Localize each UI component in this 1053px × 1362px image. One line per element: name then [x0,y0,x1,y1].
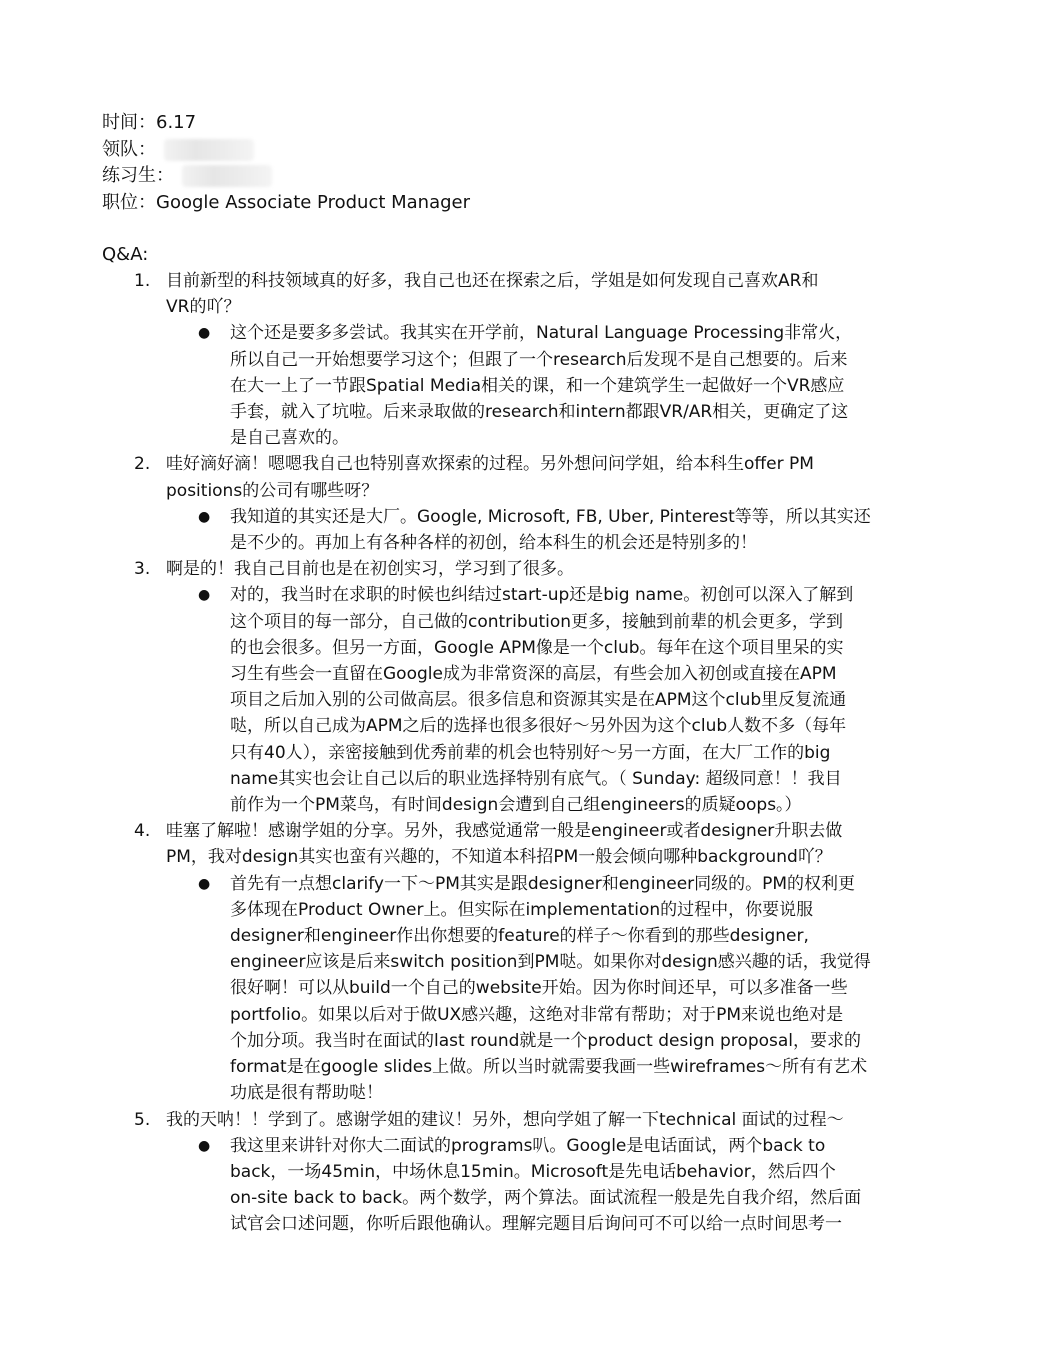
intern-row [102,163,470,190]
answer-line: portfolio。如果以后对于做UX感兴趣，这绝对非常有帮助；对于PM来说也绝对是 [230,1004,844,1025]
answer-line: on-site back to back。两个数学，两个算法。面试流程一般是先自我介绍，然后面 [230,1188,862,1209]
answer-line: 这个还是要多多尝试。我其实在开学前，Natural Language Processing非常火， [230,323,853,344]
question-number: 2. [134,454,151,475]
qa-list [130,268,930,1238]
answer-line: 习生有些会一直留在Google成为非常资深的高层，有些会加入初创或直接在APM [230,664,837,685]
intern-label: 练习生： [102,165,174,186]
qa-item [130,1107,930,1238]
question-number: 3. [134,559,151,580]
qa-item [130,451,930,556]
bullet-icon: ● [198,587,211,604]
redacted-leader-name [164,139,254,161]
answer-line: 多体现在Product Owner上。但实际在implementation的过程中，你要说服 [230,899,814,920]
leader-label: 领队： [102,138,156,160]
answer-line: 我这里来讲针对你大二面试的programs叭。Google是电话面试，两个back to [230,1135,826,1156]
question-line: 目前新型的科技领域真的好多，我自己也还在探索之后，学姐是如何发现自己喜欢AR和 [166,271,819,291]
answer-line: name其实也会让自己以后的职业选择特别有底气。（ Sunday: 超级同意！！我目 [230,768,842,789]
question-line: 我的天呐！！学到了。感谢学姐的建议！另外，想向学姐了解一下technical 面试的过程～ [166,1109,844,1130]
answer-line: 哒，所以自己成为APM之后的选择也很多很好～另外因为这个club人数不多（每年 [230,716,847,737]
position-label: 职位：Google Associate Product Manager [102,191,471,213]
redacted-intern-name [182,165,272,187]
answer-text [198,582,930,818]
answer-line: 个加分项。我当时在面试的last round就是一个product design proposal，要求的 [230,1030,862,1051]
answer-line: 手套，就入了坑啦。后来录取做的research和intern都跟VR/AR相关，更确定了这 [230,402,849,423]
answer-line: format是在google slides上做。所以当时就需要我画一些wireframes～所有有艺术 [230,1057,868,1078]
position-row [102,190,470,217]
answer-line: 只有40人），亲密接触到优秀前辈的机会也特别好～另一方面，在大厂工作的big [230,742,831,763]
question-text [166,268,934,320]
qa-item [130,818,930,1106]
question-text [166,1107,934,1133]
question-line: 哇好滴好滴！嗯嗯我自己也特别喜欢探索的过程。另外想问问学姐，给本科生offer PM [166,454,814,475]
question-number: 1. [134,271,151,291]
qa-item [130,268,930,451]
answer-line: 这个项目的每一部分，自己做的contribution更多，接触到前辈的机会更多，学到 [230,611,844,632]
leader-row [102,137,470,164]
question-text [166,818,934,870]
answer-line: 所以自己一开始想要学习这个；但跟了一个research后发现不是自己想要的。后来 [230,349,848,370]
bullet-icon: ● [198,1137,211,1154]
time-label: 时间：6.17 [102,112,197,133]
question-line: 啊是的！我自己目前也是在初创实习，学习到了很多。 [166,559,574,580]
answer-line: 是不少的。再加上有各种各样的初创，给本科生的机会还是特别多的！ [230,533,757,554]
answer-text [198,871,930,1107]
question-text [166,451,934,503]
answer-line: 在大一上了一节跟Spatial Media相关的课，和一个建筑学生一起做好一个VR感应 [230,375,845,396]
qa-heading: Q&A: [102,244,149,265]
time-row [102,110,470,137]
bullet-icon: ● [198,875,211,892]
question-text [166,556,934,582]
answer-line: engineer应该是后来switch position到PM哒。如果你对design感兴趣的话，我觉得 [230,952,871,973]
question-number: 5. [134,1109,151,1130]
answer-line: 项目之后加入别的公司做高层。很多信息和资源其实是在APM这个club里反复流通 [230,690,847,711]
question-number: 4. [134,821,151,842]
answer-line: 是自己喜欢的。 [230,428,349,449]
answer-line: 很好啊！可以从build一个自己的website开始。因为你时间还早，可以多准备一些 [230,978,848,999]
answer-text [198,1133,930,1238]
answer-line: 功底是很有帮助哒！ [230,1083,383,1104]
answer-line: 首先有一点想clarify一下～PM其实是跟designer和engineer同级的。PM的权利更 [230,873,856,894]
question-line: 哇塞了解啦！感谢学姐的分享。另外，我感觉通常一般是engineer或者designer升职去做 [166,821,843,842]
question-line: PM，我对design其实也蛮有兴趣的，不知道本科招PM一般会倾向哪种background吖？ [166,847,832,868]
question-line: VR的吖？ [166,297,241,318]
qa-item [130,556,930,818]
answer-line: back，一场45min，中场休息15min。Microsoft是先电话behavior，然后四个 [230,1161,836,1182]
answer-line: 的也会很多。但另一方面，Google APM像是一个club。每年在这个项目里呆的实 [230,637,844,658]
answer-line: 我知道的其实还是大厂。Google, Microsoft, FB, Uber, Pinterest等等，所以其实还 [230,506,871,527]
question-line: positions的公司有哪些呀？ [166,480,379,501]
bullet-icon: ● [198,508,211,525]
answer-line: 前作为一个PM菜鸟，有时间design会遭到自己组engineers的质疑oops。） [230,795,802,816]
answer-text [198,320,930,451]
meta-block [102,110,470,216]
answer-line: 对的，我当时在求职的时候也纠结过start-up还是big name。初创可以深入了解到 [230,585,854,606]
answer-line: designer和engineer作出你想要的feature的样子～你看到的那些designer, [230,926,809,947]
answer-text [198,504,930,556]
answer-line: 试官会口述问题，你听后跟他确认。理解完题目后询问可不可以给一点时间思考一 [230,1214,842,1235]
bullet-icon: ● [198,325,211,342]
